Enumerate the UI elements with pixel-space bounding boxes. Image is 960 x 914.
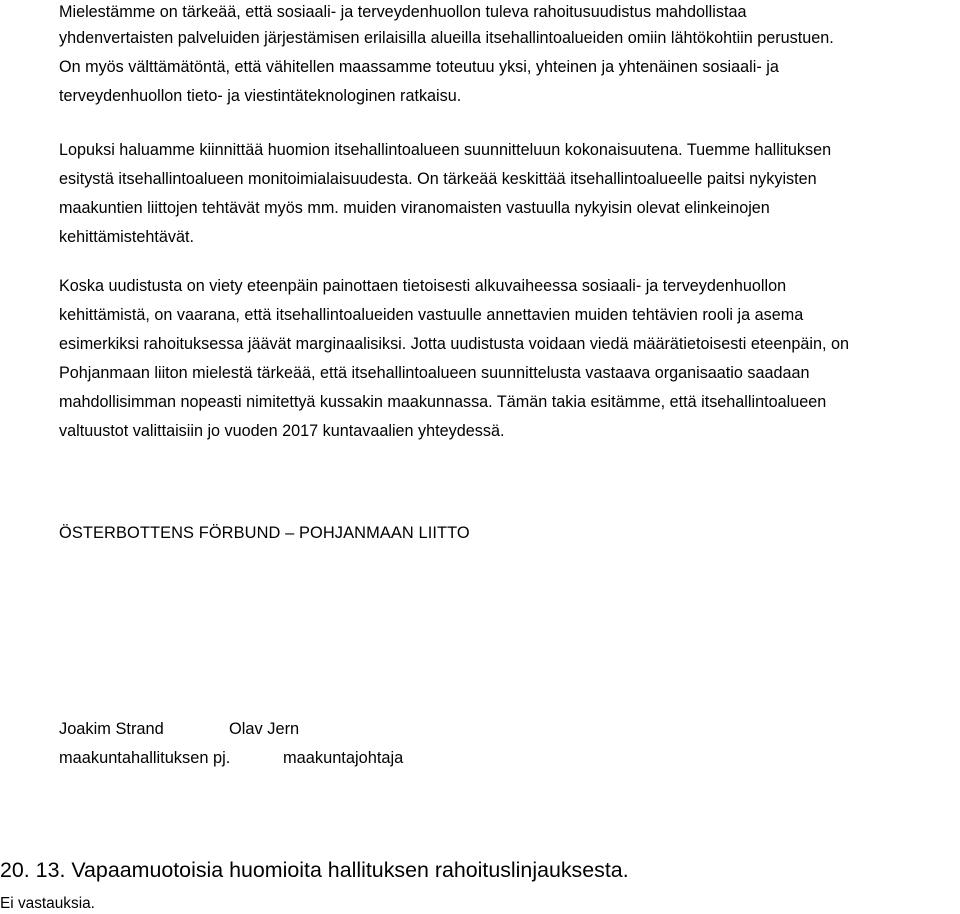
signatory-name: Joakim Strand (59, 720, 164, 738)
section-note: Ei vastauksia. (0, 895, 95, 912)
text-line: kehittämistä, on vaarana, että itsehallintoalueiden vastuulle annettavien muiden tehtävien rooli ja asema (59, 306, 804, 324)
text-line: maakuntien liittojen tehtävät myös mm. muiden viranomaisten vastuulla nykyisin olevat elinkeinojen (59, 199, 770, 217)
section-heading: 20. 13. Vapaamuotoisia huomioita hallituksen rahoituslinjauksesta. (0, 858, 629, 882)
text-line: esimerkiksi rahoituksessa jäävät marginaalisiksi. Jotta uudistusta voidaan viedä määrätietoisesti eteenpäin, on (59, 335, 850, 353)
text-line: terveydenhuollon tieto- ja viestintäteknologinen ratkaisu. (59, 87, 462, 105)
organization-name: ÖSTERBOTTENS FÖRBUND – POHJANMAAN LIITTO (59, 524, 470, 542)
paragraph-funding-reform (59, 0, 960, 111)
text-line: yhdenvertaisten palveluiden järjestämisen erilaisilla alueilla itsehallintoalueiden omiin lähtökohtiin perustuen. (59, 29, 834, 47)
text-line: kehittämistehtävät. (59, 228, 194, 246)
text-line: mahdollisimman nopeasti nimitettyä kussakin maakunnassa. Tämän takia esitämme, että itsehallintoalueen (59, 393, 827, 411)
text-line: Koska uudistusta on viety eteenpäin painottaen tietoisesti alkuvaiheessa sosiaali- ja terveydenhuollon (59, 277, 787, 295)
text-line: esitystä itsehallintoalueen monitoimialaisuudesta. On tärkeää keskittää itsehallintoalueelle paitsi nykyisten (59, 170, 817, 188)
text-line: valtuustot valittaisiin jo vuoden 2017 kuntavaalien yhteydessä. (59, 422, 505, 440)
text-line: On myös välttämätöntä, että vähitellen maassamme toteutuu yksi, yhteinen ja yhtenäinen sosiaali- ja (59, 58, 779, 76)
text-line: Pohjanmaan liiton mielestä tärkeää, että itsehallintoalueen suunnittelusta vastaava organisaatio saadaan (59, 364, 810, 382)
text-line: Lopuksi haluamme kiinnittää huomion itsehallintoalueen suunnitteluun kokonaisuutena. Tuemme hallituksen (59, 141, 832, 159)
text-line: Mielestämme on tärkeää, että sosiaali- ja terveydenhuollon tuleva rahoitusuudistus mahdollistaa (59, 3, 747, 21)
signatory-title: maakuntahallituksen pj. (59, 749, 231, 767)
signatory-title: maakuntajohtaja (283, 749, 404, 767)
paragraph-reform-progress (59, 272, 960, 446)
signatory-name: Olav Jern (229, 720, 300, 738)
paragraph-self-government-planning (59, 136, 960, 252)
